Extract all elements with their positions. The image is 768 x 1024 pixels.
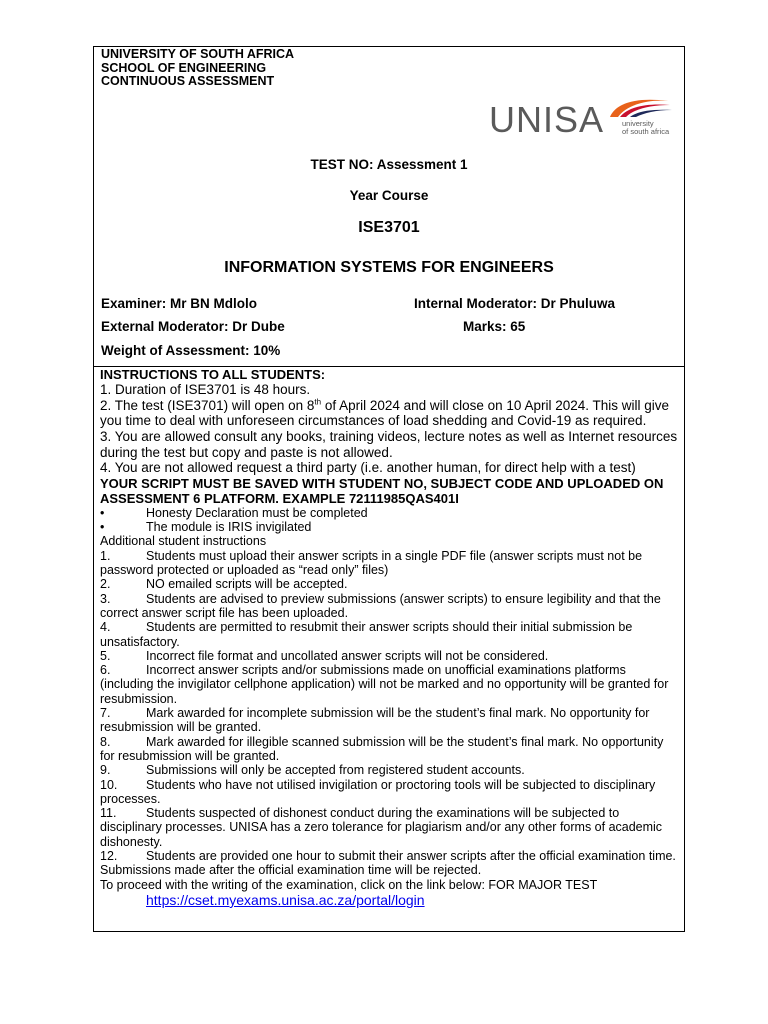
numbered-instructions-list <box>100 549 680 878</box>
marks: Marks: 65 <box>463 319 526 334</box>
instruction-3: 3. You are allowed consult any books, training videos, lecture notes as well as Internet resources during the test but copy and paste is not allowed. <box>100 429 678 460</box>
instruction-4: 4. You are not allowed request a third party (i.e. another human, for direct help with a test) <box>100 460 636 476</box>
numbered-instruction: 7. Mark awarded for incomplete submission will be the student’s final mark. No opportunity for resubmission will be granted. <box>100 706 650 735</box>
unisa-logo <box>489 97 679 143</box>
institution-header <box>101 48 294 89</box>
numbered-instruction: 11. Students suspected of dishonest conduct during the examinations will be subjected to disciplinary processes. UNISA has a zero tolerance for plagiarism and/or any other forms of academic dishonesty. <box>100 806 663 849</box>
exam-portal-link[interactable]: https://cset.myexams.unisa.ac.za/portal/login <box>146 891 425 908</box>
weight-of-assessment: Weight of Assessment: 10% <box>101 343 281 358</box>
additional-instructions-heading: Additional student instructions <box>100 534 267 549</box>
assessment-frame <box>93 46 685 932</box>
script-notice: YOUR SCRIPT MUST BE SAVED WITH STUDENT NO, SUBJECT CODE AND UPLOADED ON ASSESSMENT 6 PLATFORM. EXAMPLE 72111985QAS401I <box>100 475 664 506</box>
school-name: SCHOOL OF ENGINEERING <box>101 60 267 75</box>
numbered-instruction: 10. Students who have not utilised invigilation or proctoring tools will be subjected to disciplinary processes. <box>100 777 656 806</box>
numbered-instruction: 4. Students are permitted to resubmit their answer scripts should their initial submission be unsatisfactory. <box>100 620 633 649</box>
university-name: UNIVERSITY OF SOUTH AFRICA <box>101 47 295 61</box>
cover-section <box>94 47 684 367</box>
assessment-type: CONTINUOUS ASSESSMENT <box>101 74 275 89</box>
instruction-2: 2. The test (ISE3701) will open on 8th of April 2024 and will close on 10 April 2024. This will give you time to deal with unforeseen circumstances of load shedding and Covid-19 as required. <box>100 397 670 429</box>
module-title: INFORMATION SYSTEMS FOR ENGINEERS <box>224 259 554 276</box>
numbered-instruction: 3. Students are advised to preview submissions (answer scripts) to ensure legibility and that the correct answer script file has been uploaded. <box>100 591 661 620</box>
course-type: Year Course <box>349 188 429 203</box>
external-moderator: External Moderator: Dr Dube <box>101 319 285 334</box>
numbered-instruction: 5. Incorrect file format and uncollated answer scripts will not be considered. <box>100 648 549 663</box>
instructions-heading: INSTRUCTIONS TO ALL STUDENTS: <box>100 367 326 382</box>
numbered-instruction: 12. Students are provided one hour to submit their answer scripts after the official examination time. Submissions made after the official examination time will be rejected. <box>100 848 676 878</box>
numbered-instruction: 1. Students must upload their answer scripts in a single PDF file (answer scripts must not be password protected or uploaded as “read only” files) <box>100 548 643 578</box>
module-code: ISE3701 <box>358 219 420 236</box>
logo-subtext: university of south africa <box>622 119 670 136</box>
test-number: TEST NO: Assessment 1 <box>310 157 468 172</box>
proceed-text: To proceed with the writing of the examination, click on the link below: FOR MAJOR TEST <box>100 877 598 892</box>
internal-moderator: Internal Moderator: Dr Phuluwa <box>414 296 616 311</box>
examiner: Examiner: Mr BN Mdlolo <box>101 296 258 311</box>
numbered-instruction: 2. NO emailed scripts will be accepted. <box>100 577 348 592</box>
instructions-section <box>100 368 680 908</box>
logo-wordmark: UNISA <box>489 99 605 140</box>
numbered-instruction: 6. Incorrect answer scripts and/or submissions made on unofficial examinations platforms (including the invigilator cellphone application) will not be marked and no opportunity will be granted for resubmission. <box>100 663 669 706</box>
bullet-item: • The module is IRIS invigilated <box>100 520 312 535</box>
instruction-1: 1. Duration of ISE3701 is 48 hours. <box>100 382 311 398</box>
numbered-instruction: 8. Mark awarded for illegible scanned submission will be the student’s final mark. No opportunity for resubmission will be granted. <box>100 734 664 763</box>
bullet-item: • Honesty Declaration must be completed <box>100 505 368 520</box>
logo-swoosh-icon <box>608 97 674 119</box>
numbered-instruction: 9. Submissions will only be accepted from registered student accounts. <box>100 763 525 778</box>
